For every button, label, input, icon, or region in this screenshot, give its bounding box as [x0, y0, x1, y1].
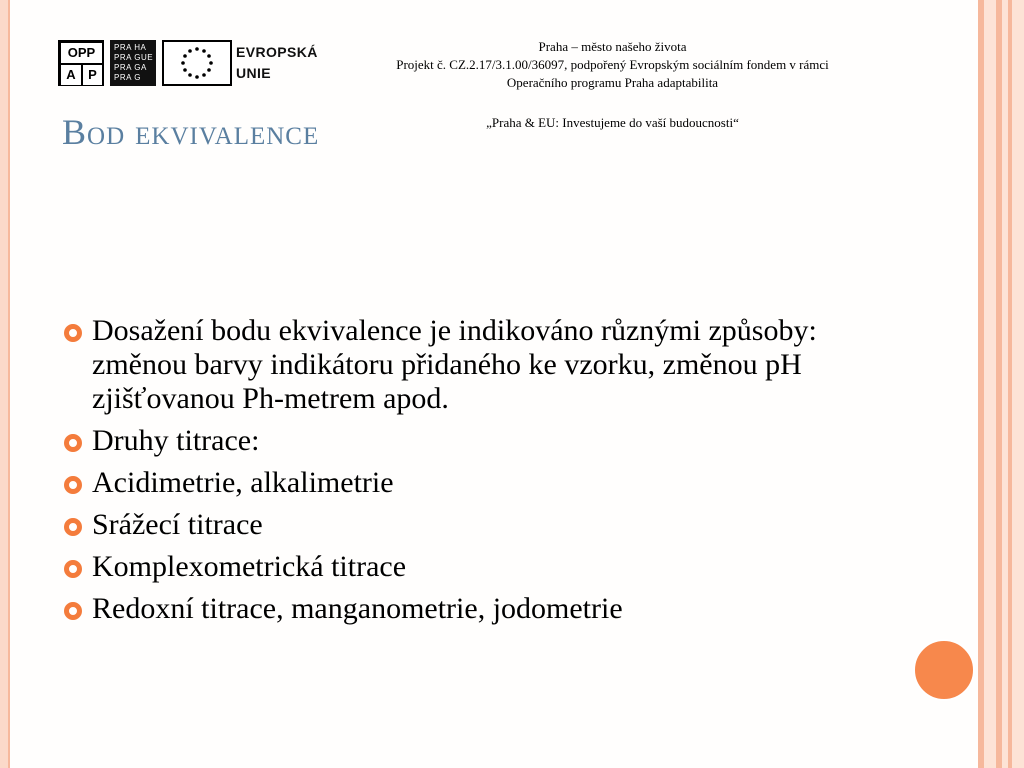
bullet-item	[64, 424, 914, 458]
bullet-icon	[64, 602, 82, 620]
bullet-icon	[64, 434, 82, 452]
bullet-text: Acidimetrie, alkalimetrie	[92, 466, 394, 499]
bullet-text: Redoxní titrace, manganometrie, jodometrie	[92, 592, 623, 625]
eu-label-line: UNIE	[236, 65, 272, 81]
bullet-text: Druhy titrace:	[92, 424, 260, 457]
opp-logo-text: OPP	[61, 43, 102, 63]
eu-stars-icon	[164, 42, 230, 84]
bullet-item	[64, 508, 914, 542]
bullet-item	[64, 314, 914, 416]
project-info-line: Projekt č. CZ.2.17/3.1.00/36097, podpořený Evropským sociálním fondem v rámci	[396, 57, 829, 72]
project-info	[340, 38, 885, 92]
project-motto: „Praha & EU: Investujeme do vaší budoucnosti“	[486, 115, 739, 130]
slide-left-border	[0, 0, 10, 768]
praha-logo-text: PRA HA	[114, 43, 147, 52]
bullet-list	[64, 314, 914, 634]
stripe	[984, 0, 996, 768]
praha-logo-text: PRA GUE	[114, 53, 154, 62]
opp-logo-text: A	[61, 65, 81, 85]
decorative-stripes	[978, 0, 1024, 768]
slide-title: Bod ekvivalence	[62, 112, 320, 152]
eu-label-line: EVROPSKÁ	[236, 44, 318, 60]
bullet-icon	[64, 324, 82, 342]
bullet-text: Srážecí titrace	[92, 508, 263, 541]
bullet-item	[64, 466, 914, 500]
bullet-item	[64, 550, 914, 584]
praha-logo-text: PRA G	[114, 73, 141, 82]
eu-flag-icon	[162, 40, 232, 86]
bullet-text: Dosažení bodu ekvivalence je indikováno různými způsoby: změnou barvy indikátoru přidaného ke vzorku, změnou pH zjišťovanou Ph-metrem apod.	[92, 314, 817, 415]
bullet-icon	[64, 560, 82, 578]
opp-logo	[58, 40, 104, 86]
stripe	[1012, 0, 1024, 768]
decorative-circle	[913, 639, 975, 701]
bullet-icon	[64, 476, 82, 494]
praha-logo	[110, 40, 156, 86]
project-info-line: Praha – město našeho života	[538, 39, 687, 54]
praha-logo-text: PRA GA	[114, 63, 147, 72]
bullet-icon	[64, 518, 82, 536]
bullet-item	[64, 592, 914, 626]
opp-logo-text: P	[83, 65, 102, 85]
project-info-line: Operačního programu Praha adaptabilita	[506, 75, 719, 90]
bullet-text: Komplexometrická titrace	[92, 550, 407, 583]
eu-label	[236, 42, 326, 84]
